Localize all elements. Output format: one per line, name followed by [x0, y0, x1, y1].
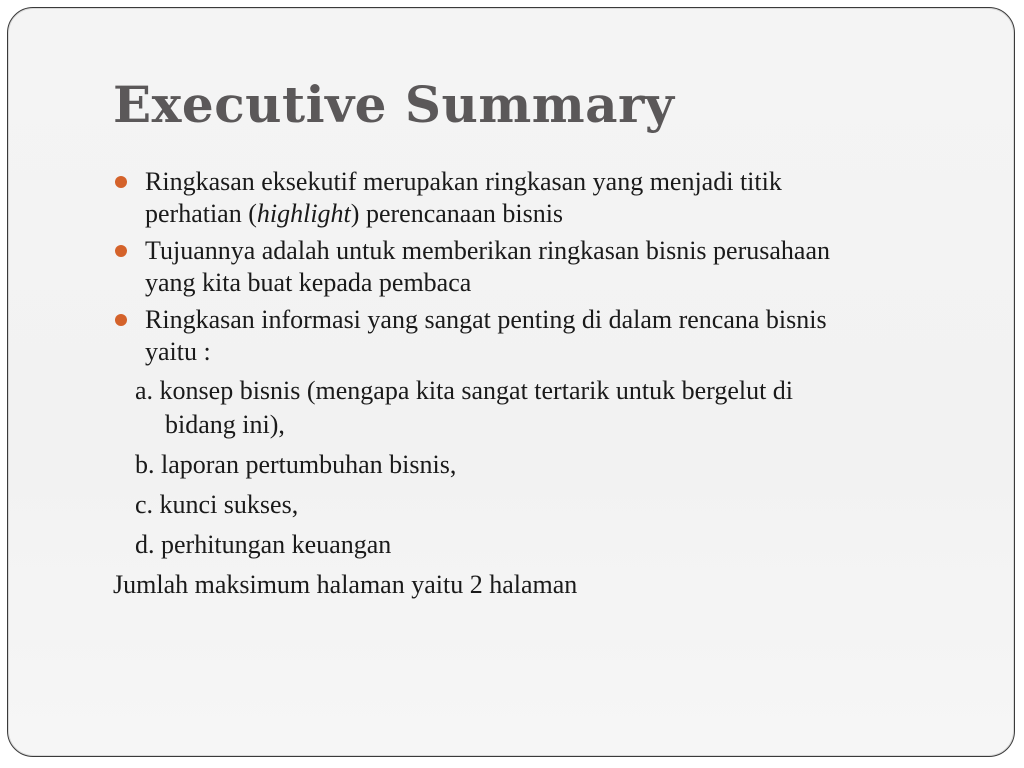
- bullet-text: perhatian (: [145, 199, 257, 228]
- bullet-dot-icon: [115, 245, 127, 257]
- bullet-item: [113, 235, 973, 299]
- bullet-line: yang kita buat kepada pembaca: [145, 268, 472, 297]
- sub-item-text: a. konsep bisnis (mengapa kita sangat tertarik untuk bergelut di: [135, 376, 794, 405]
- bullet-dot-icon: [115, 314, 127, 326]
- slide-content: [113, 166, 973, 602]
- sub-item: [113, 374, 973, 442]
- bullet-line: Tujuannya adalah untuk memberikan ringkasan bisnis perusahaan: [145, 236, 830, 265]
- sub-item-text: c. kunci sukses,: [135, 490, 299, 519]
- sub-item-text: d. perhitungan keuangan: [135, 530, 392, 559]
- bullet-item: [113, 304, 973, 368]
- sub-item-text: bidang ini),: [165, 410, 285, 439]
- sub-item-text: b. laporan pertumbuhan bisnis,: [135, 450, 457, 479]
- sub-item: [113, 448, 973, 482]
- emphasis-text: highlight: [256, 199, 351, 228]
- sub-item: [113, 528, 973, 562]
- bullet-line: yaitu :: [145, 337, 211, 366]
- closing-text: Jumlah maksimum halaman yaitu 2 halaman: [113, 570, 578, 599]
- slide-title: Executive Summary: [113, 75, 675, 134]
- bullet-line: [145, 198, 973, 230]
- bullet-item: [113, 166, 973, 230]
- bullet-line: Ringkasan informasi yang sangat penting di dalam rencana bisnis: [145, 305, 827, 334]
- bullet-dot-icon: [115, 176, 127, 188]
- bullet-text: ) perencanaan bisnis: [350, 199, 564, 228]
- sub-item: [113, 488, 973, 522]
- bullet-line: Ringkasan eksekutif merupakan ringkasan yang menjadi titik: [145, 167, 782, 196]
